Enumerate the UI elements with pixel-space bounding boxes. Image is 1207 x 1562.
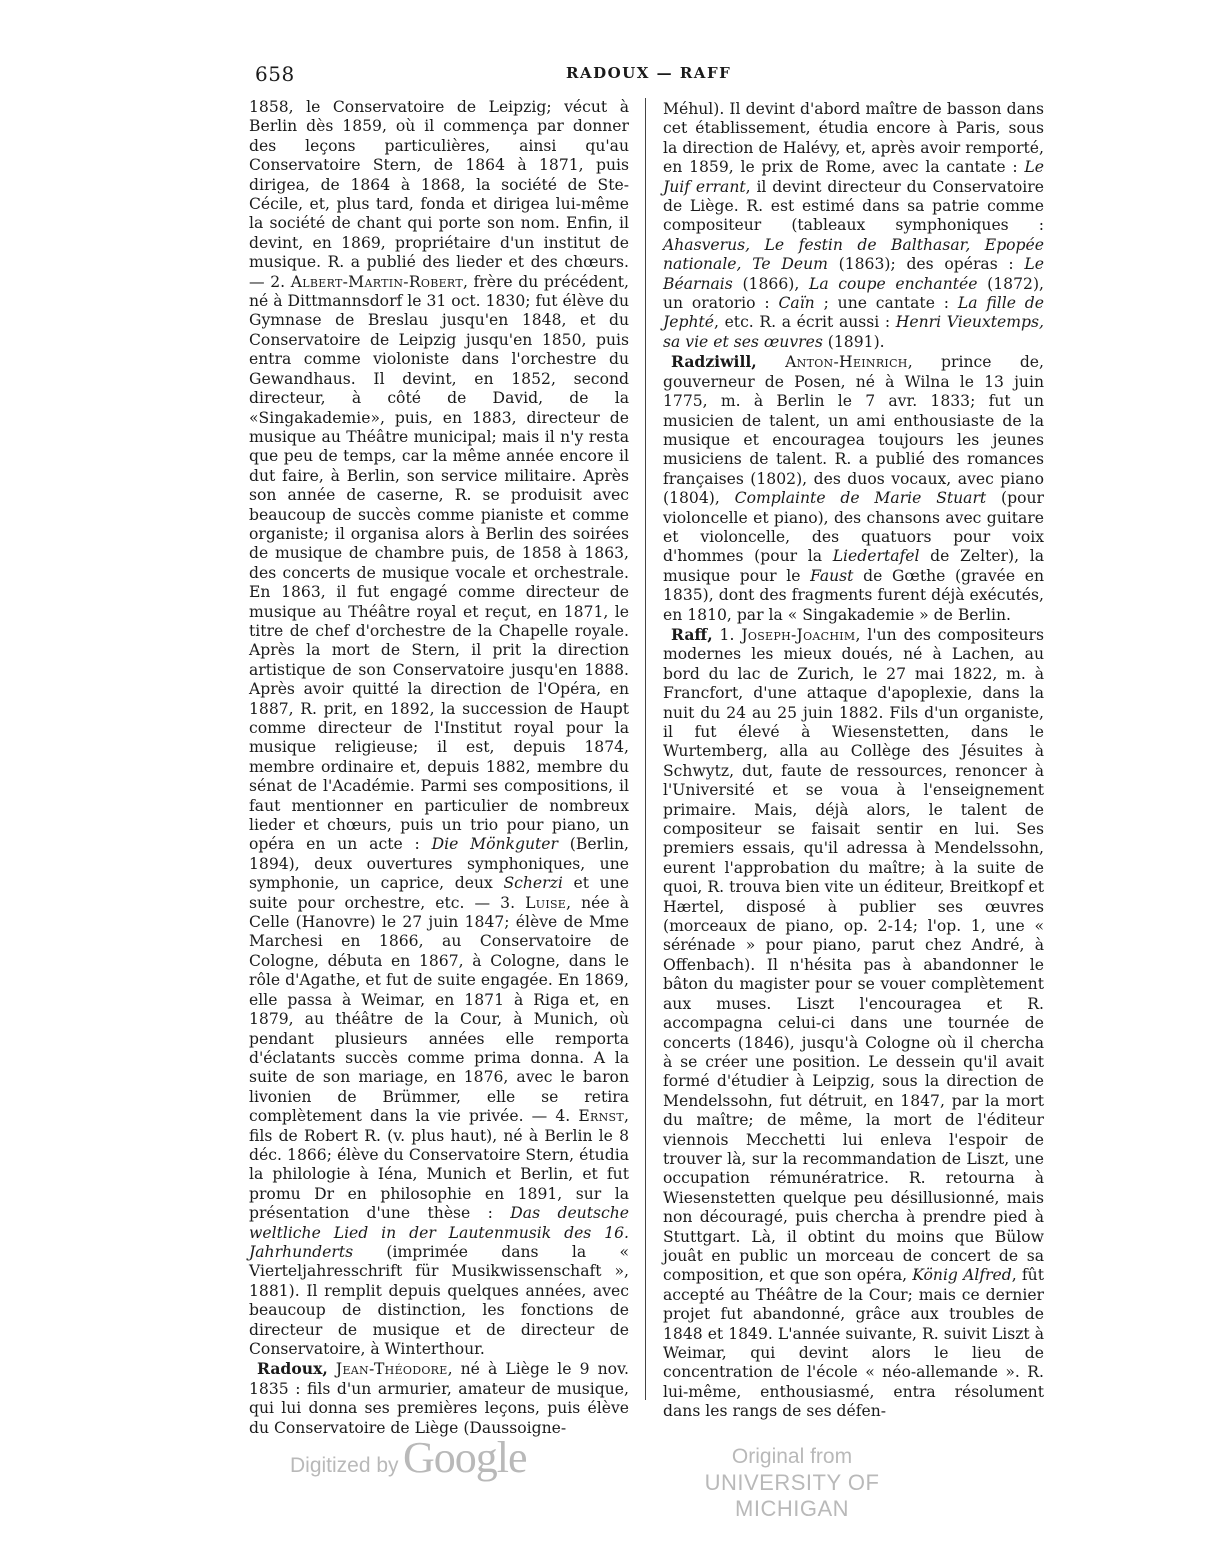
original-from-label: Original from	[731, 1445, 853, 1468]
text-run: et une suite pour orchestre, etc. — 3.	[249, 874, 629, 912]
university-label: UNIVERSITY OF MICHIGAN	[704, 1470, 880, 1521]
work-title: Le Béarnais	[663, 255, 1044, 293]
name-smallcaps: Albert-Martin-Robert	[290, 272, 463, 291]
work-title: Caïn	[778, 294, 815, 313]
text-run: (1863); des opéras :	[827, 255, 1025, 274]
text-run: (1866),	[732, 274, 809, 293]
headword: Raff,	[671, 624, 713, 644]
name-smallcaps: Anton-Heinrich	[785, 353, 908, 372]
work-title: Scherzi	[503, 874, 563, 893]
right-column	[663, 100, 1044, 1422]
text-run: 1.	[712, 625, 742, 644]
text-run: (1872), un oratorio :	[663, 274, 1044, 313]
text-run: de Zelter), la musique pour le	[663, 547, 1044, 585]
work-title: Das deutsche weltliche Lied in der Lautenmusik des 16. Jahrhunderts	[249, 1204, 629, 1261]
digitized-prefix: Digitized by	[290, 1454, 399, 1477]
name-smallcaps: Luise	[525, 893, 567, 912]
left-column	[249, 98, 629, 1438]
text-run: 1858, le Conservatoire de Leipzig; vécut à Berlin dès 1859, où il commença par donner des leçons particulières, ainsi qu'au Conservatoire Stern, de 1864 à 1871, puis dirigea, de 1864 à 1868, la société de Ste-Cécile, et, plus tard, fonda et dirigea lui-même la société de chant qui porte son nom. Enfin, il devint, en 1869, propriétaire d'un institut de musique. R. a publié des lieder et des chœurs. — 2.	[249, 98, 629, 291]
google-logo: Google	[403, 1433, 527, 1482]
text-run: , l'un des compositeurs modernes les mieux doués, né à Lachen, au bord du lac de Zurich, le 27 mai 1822, m. à Francfort, d'une attaque d'apoplexie, dans la nuit du 24 au 25 juin 1882. Fils d'un organiste, il fut élevé à Wiesenstetten, dans le Wurtemberg, alla au Collège des Jésuites à Schwytz, dut, faute de ressources, renoncer à l'Université et se voua à l'enseignement primaire. Mais, déjà alors, le talent de compositeur se faisait sentir en lui. Ses premiers essais, qu'il adressa à Mendelssohn, eurent l'approbation du maître; à la suite de quoi, R. trouva bien vite un éditeur, Breitkopf et Hærtel, disposé à publier ses œuvres (morceaux de piano, op. 2-14; l'op. 1, une « sérénade » pour piano, parut chez André, à Offenbach). Il n'hésita pas à abandonner le bâton du magister pour se vouer complètement aux muses. Liszt l'encouragea et R. accompagna celui-ci dans une tournée de concerts (1846), jusqu'à Cologne où il chercha à se créer une position. Le dessein qu'il avait formé d'étudier à Leipzig, sous la direction de Mendelssohn, fut détruit, en 1847, par la mort du maître; de même, la mort de l'éditeur viennois Mecchetti lui enleva l'espoir de trouver là, sur la recommandation de Liszt, une occupation rémunératrice. R. retourna à Wiesenstetten quelque peu désillusionné, mais non découragé, puis chercha à prendre pied à Stuttgart. Là, il obtint du moins que Bülow jouât en public un morceau de concert de sa composition, et que son opéra,	[663, 625, 1044, 1285]
entry-radziwill	[663, 352, 1044, 625]
work-title: Liedertafel	[832, 547, 920, 566]
column-divider	[645, 98, 646, 1400]
work-title: La fille de Jephté	[663, 294, 1044, 332]
name-smallcaps: Ernst	[578, 1107, 625, 1126]
headword: Radziwill,	[671, 352, 757, 372]
work-title: Complainte de Marie Stuart	[734, 489, 987, 508]
work-title: Faust	[810, 566, 854, 585]
entry-continuation	[663, 100, 1044, 352]
text-run: , etc. R. a écrit aussi :	[714, 313, 896, 332]
text-run: (imprimée dans la « Vierteljahresschrift für Musikwissenschaft », 1881). Il remplit depuis quelques années, avec beaucoup de distinction, les fonctions de directeur de musique et de directeur de Conservatoire, à Winterthour.	[249, 1242, 629, 1358]
headword: Radoux,	[257, 1359, 328, 1379]
work-title: Die Mönkguter	[431, 835, 558, 854]
text-run: de Gœthe (gravée en 1835), dont des fragments furent déjà exécutés, en 1810, par la « Singakademie » de Berlin.	[663, 566, 1044, 624]
work-title: Le Juif errant	[663, 158, 1044, 196]
work-title: Ahasverus, Le festin de Balthasar, Epopée nationale, Te Deum	[663, 235, 1044, 274]
work-title: König Alfred	[912, 1266, 1012, 1285]
text-run: ; une cantate :	[814, 294, 958, 313]
text-run: (pour violoncelle et piano), des chansons avec guitare et violoncelle, des quatuors pour voix d'hommes (pour la	[663, 489, 1044, 566]
text-run: , née à Celle (Hanovre) le 27 juin 1847; élève de Mme Marchesi en 1866, au Conservatoire de Cologne, débuta en 1867, à Cologne, dans le rôle d'Agathe, et fut de suite engagée. En 1869, elle passa à Weimar, en 1871 à Riga et, en 1879, au théâtre de la Cour, à Munich, où pendant plusieurs années elle remporta d'éclatants succès comme prima donna. A la suite de son mariage, en 1876, avec le baron livonien de Brümmer, elle se retira complètement dans la vie privée. — 4.	[249, 893, 629, 1126]
work-title: Henri Vieuxtemps, sa vie et ses œuvres	[663, 313, 1044, 351]
entry-continuation	[249, 98, 629, 1359]
work-title: La coupe enchantée	[808, 274, 978, 293]
original-from-watermark	[667, 1444, 917, 1522]
text-run: Méhul). Il devint d'abord maître de basson dans cet établissement, étudia encore à Paris, sous la direction de Halévy, et, après avoir remporté, en 1859, le prix de Rome, avec la cantate :	[663, 100, 1044, 177]
text-run: (1891).	[822, 332, 885, 351]
text-run: , fils de Robert R. (v. plus haut), né à Berlin le 8 déc. 1866; élève du Conservatoire Stern, étudia la philologie à Iéna, Munich et Berlin, et fut promu Dr en philosophie en 1891, sur la présentation d'une thèse :	[249, 1107, 629, 1223]
text-run: , fût accepté au Théâtre de la Cour; mais ce dernier projet fut abandonné, grâce aux troubles de 1848 et 1849. L'année suivante, R. suivit Liszt à Weimar, qui devint alors le lieu de concentration de l'école « néo-allemande ». R. lui-même, enthousiasmé, entra résolument dans les rangs de ses défen-	[663, 1266, 1044, 1421]
page-number: 658	[255, 62, 295, 86]
name-smallcaps: Jean-Théodore	[335, 1360, 448, 1379]
entry-raff	[663, 625, 1044, 1422]
digitized-by-watermark	[290, 1432, 527, 1483]
text-run: (Berlin, 1894), deux ouvertures symphoniques, une symphonie, un caprice, deux	[249, 835, 629, 893]
entry-radoux	[249, 1359, 629, 1438]
name-smallcaps: Joseph-Joachim	[741, 625, 856, 644]
text-run: , prince de, gouverneur de Posen, né à Wilna le 13 juin 1775, m. à Berlin le 7 avr. 1833; fut un musicien de talent, un ami enthousiaste de la musique et encouragea toujours les jeunes musiciens de talent. R. a publié des romances françaises (1802), des duos vocaux, avec piano (1804),	[663, 353, 1044, 508]
text-run: , il devint directeur du Conservatoire de Liège. R. est estimé dans sa patrie comme compositeur (tableaux symphoniques :	[663, 177, 1044, 235]
text-run: , né à Liège le 9 nov. 1835 : fils d'un armurier, amateur de musique, qui lui donna ses premières leçons, puis élève du Conservatoire de Liège (Daussoigne-	[249, 1360, 629, 1437]
running-title: RADOUX — RAFF	[566, 64, 732, 82]
text-run: , frère du précédent, né à Dittmannsdorf le 31 oct. 1830; fut élève du Gymnase de Breslau jusqu'en 1848, et du Conservatoire de Leipzig jusqu'en 1850, puis entra comme violoniste dans l'orchestre du Gewandhaus. Il devint, en 1852, second directeur, à côté de David, de la «Singakademie», puis, en 1883, directeur de musique au Théâtre municipal; mais il n'y resta que peu de temps, car la même année encore il dut faire, à Berlin, son service militaire. Après son année de caserne, R. se produisit avec beaucoup de succès comme pianiste et comme organiste; il organisa alors à Berlin des soirées de musique de chambre puis, de 1858 à 1863, des concerts de musique vocale et orchestrale. En 1863, il fut engagé comme directeur de musique au Théâtre royal et reçut, en 1871, le titre de chef d'orchestre de la Chapelle royale. Après la mort de Stern, il prit la direction artistique de son Conservatoire jusqu'en 1888. Après avoir quitté la direction de l'Opéra, en 1887, R. prit, en 1892, la succession de Haupt comme directeur de l'Institut royal pour la musique religieuse; il est, depuis 1874, membre ordinaire et, depuis 1882, membre du sénat de l'Académie. Parmi ses compositions, il faut mentionner en particulier de nombreux lieder et chœurs, puis un trio pour piano, un opéra en un acte :	[249, 272, 630, 854]
